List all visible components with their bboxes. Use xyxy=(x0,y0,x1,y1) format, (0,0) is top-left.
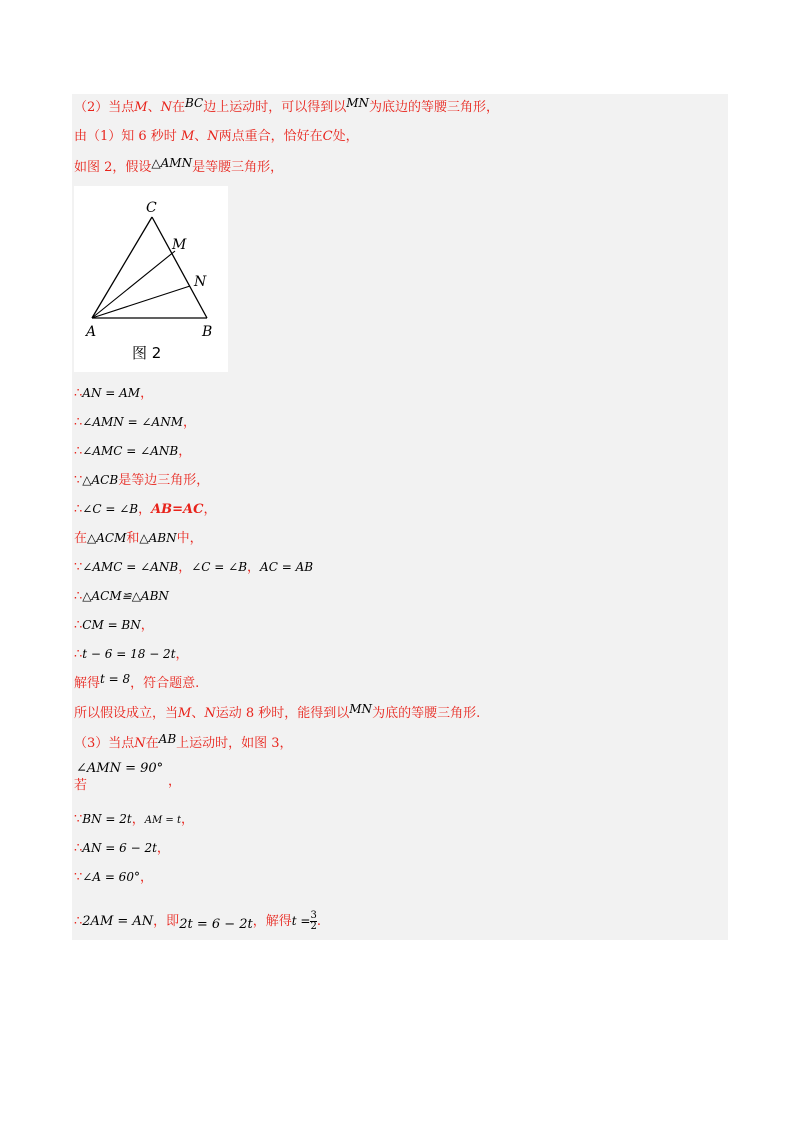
label-a: A xyxy=(86,324,97,340)
text: ， xyxy=(180,812,194,827)
text: 处， xyxy=(332,129,359,144)
math: ∠AMN = ∠ANM xyxy=(82,415,183,429)
text: 在 xyxy=(145,736,159,751)
math: ∠C = ∠B xyxy=(191,560,248,574)
math: MN xyxy=(349,702,373,716)
math: CM = BN xyxy=(82,618,141,632)
triangle-figure xyxy=(74,186,228,372)
text: ， xyxy=(138,502,152,517)
text: ，解得 xyxy=(252,914,292,929)
math: △ACB xyxy=(82,473,119,487)
label-c: C xyxy=(146,200,157,216)
segment-an xyxy=(92,286,190,318)
text: 是等腰三角形， xyxy=(192,160,284,175)
text: ， xyxy=(139,870,153,885)
text: （3）当点 xyxy=(74,736,135,751)
text: 若 xyxy=(74,778,88,793)
line-15 xyxy=(74,704,480,723)
text: ， xyxy=(182,415,196,430)
math: ∠AMC = ∠ANB xyxy=(82,560,179,574)
text: ∴ xyxy=(74,647,83,662)
text: 在 xyxy=(74,531,88,546)
line-6 xyxy=(74,442,191,461)
text: 上运动时，如图 3， xyxy=(176,736,293,751)
text: C xyxy=(322,129,333,144)
figure-caption: 图 2 xyxy=(132,344,162,362)
line-17-math xyxy=(76,760,163,778)
text: （2）当点 xyxy=(74,100,135,115)
text: 、 xyxy=(191,706,205,721)
text: 、 xyxy=(194,129,208,144)
math: AC = AB xyxy=(260,560,314,574)
line-5 xyxy=(74,413,196,432)
math: ∠AMN = 90° xyxy=(76,761,164,776)
solution-panel xyxy=(72,94,728,940)
text: ， xyxy=(140,618,154,633)
line-1 xyxy=(74,98,499,117)
line-8 xyxy=(74,500,217,519)
math: AM = t xyxy=(144,815,181,826)
line-18 xyxy=(74,810,194,830)
line-17 xyxy=(74,777,87,795)
line-17-comma xyxy=(168,773,181,791)
text: ∴ xyxy=(74,444,83,459)
text: N xyxy=(204,706,216,721)
math: ∠C = ∠B xyxy=(82,502,139,516)
math: ∠A = 60° xyxy=(82,870,140,884)
text: ， xyxy=(168,774,182,789)
line-3 xyxy=(74,158,283,177)
math: AB xyxy=(158,732,177,746)
text: ∴ xyxy=(74,618,83,633)
text: ， xyxy=(203,502,217,517)
label-n: N xyxy=(194,274,207,290)
text: ， xyxy=(156,841,170,856)
math: ∠AMC = ∠ANB xyxy=(82,444,179,458)
line-11 xyxy=(74,587,169,606)
text: ∴ xyxy=(74,841,83,856)
fraction-numerator: 3 xyxy=(310,910,317,921)
text: ∵ xyxy=(74,812,83,827)
line-16 xyxy=(74,734,293,753)
side-bc xyxy=(152,217,207,318)
text: ∵ xyxy=(74,560,83,575)
text: 为底边的等腰三角形， xyxy=(369,100,500,115)
line-21 xyxy=(74,908,321,935)
text: ∴ xyxy=(74,589,83,604)
math: △ACM xyxy=(87,531,127,545)
text: 在 xyxy=(171,100,185,115)
math: 2AM = AN xyxy=(82,914,154,929)
segment-am xyxy=(92,251,175,318)
math: △ABN xyxy=(139,531,177,545)
text: 中， xyxy=(176,531,203,546)
text: N xyxy=(207,129,219,144)
text: 是等边三角形， xyxy=(118,473,210,488)
text: ， xyxy=(140,386,154,401)
line-19 xyxy=(74,839,170,858)
text: 如图 2，假设 xyxy=(74,160,152,175)
math: BN = 2t xyxy=(82,812,132,826)
text: N xyxy=(134,736,146,751)
line-2 xyxy=(74,128,359,146)
line-4 xyxy=(74,384,153,403)
line-10 xyxy=(74,558,313,577)
text: . xyxy=(316,914,321,929)
math: t = xyxy=(291,914,311,928)
math: 2t = 6 − 2t xyxy=(179,917,253,932)
text: N xyxy=(160,100,172,115)
text: ， xyxy=(178,560,192,575)
text: ∵ xyxy=(74,473,83,488)
text: ， xyxy=(178,444,192,459)
line-20 xyxy=(74,868,153,887)
math: △AMN xyxy=(151,156,193,170)
text: ， xyxy=(247,560,261,575)
math: AN = AM xyxy=(82,386,141,400)
text: 、 xyxy=(147,100,161,115)
text: ， xyxy=(131,812,145,827)
text: 所以假设成立，当 xyxy=(74,706,179,721)
math: t = 8 xyxy=(100,672,131,686)
math: MN xyxy=(346,96,370,110)
figure-2 xyxy=(74,186,228,372)
line-9 xyxy=(74,529,203,548)
text: ∵ xyxy=(74,870,83,885)
line-7 xyxy=(74,471,209,490)
label-m: M xyxy=(172,237,187,253)
math: BC xyxy=(185,96,204,110)
math: △ACM≌△ABN xyxy=(82,589,169,603)
text: 运动 8 秒时，能得到以 xyxy=(215,706,350,721)
text: ∴ xyxy=(74,914,83,929)
math: t − 6 = 18 − 2t xyxy=(82,647,176,661)
text: 两点重合，恰好在 xyxy=(218,129,323,144)
text: ， xyxy=(175,647,189,662)
text: 解得 xyxy=(74,676,101,691)
text: ∴ xyxy=(74,502,83,517)
text: ∴ xyxy=(74,415,83,430)
text: ，即 xyxy=(153,914,180,929)
label-b: B xyxy=(202,324,213,340)
text: ∴ xyxy=(74,386,83,401)
text: 由（1）知 6 秒时 xyxy=(74,129,181,144)
line-14 xyxy=(74,674,199,693)
text: 边上运动时，可以得到以 xyxy=(203,100,347,115)
text: AB=AC xyxy=(151,502,204,517)
text: 为底的等腰三角形. xyxy=(372,706,481,721)
fraction-denominator: 2 xyxy=(310,921,317,932)
text: 和 xyxy=(126,531,140,546)
math: AN = 6 − 2t xyxy=(82,841,157,855)
text: ，符合题意. xyxy=(130,676,200,691)
line-13 xyxy=(74,645,189,664)
text: M xyxy=(180,129,195,144)
line-12 xyxy=(74,616,154,635)
text: M xyxy=(178,706,192,721)
text: M xyxy=(134,100,148,115)
side-ac xyxy=(92,217,152,318)
